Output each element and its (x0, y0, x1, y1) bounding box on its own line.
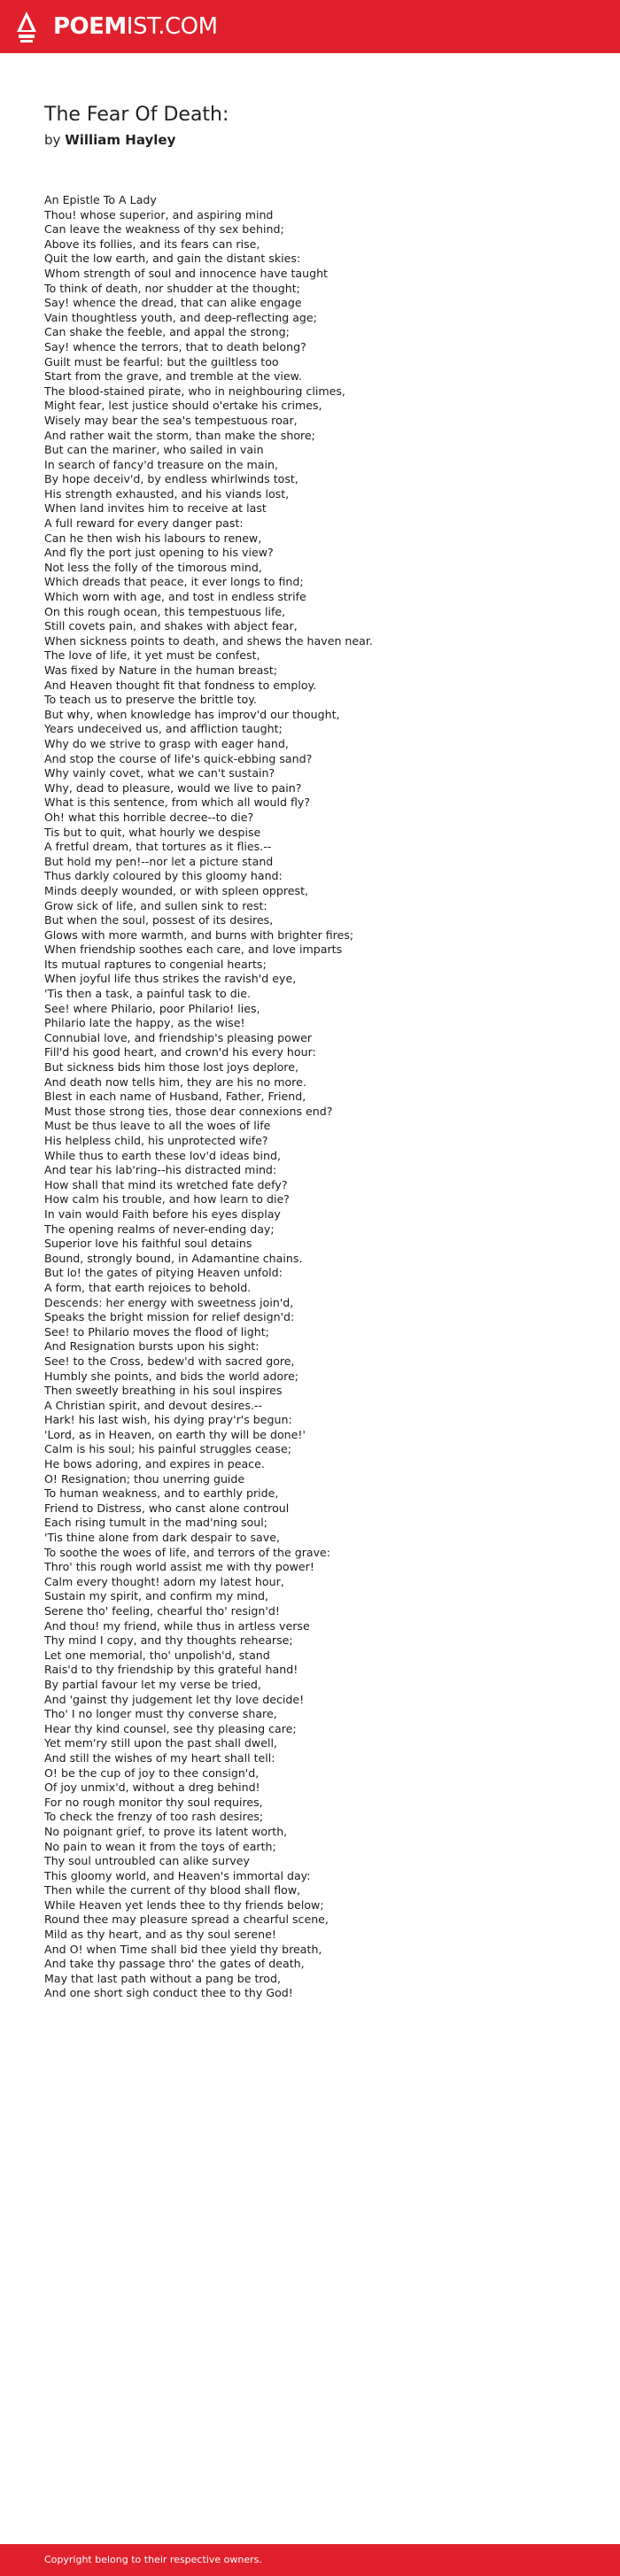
poem-line: Was fixed by Nature in the human breast; (44, 663, 278, 677)
poem-line: Yet mem'ry still upon the past shall dwell, (44, 1736, 277, 1750)
poem-line: Which worn with age, and tost in endless strife (44, 590, 306, 604)
author-name[interactable]: William Hayley (65, 132, 176, 148)
poem-line: And Resignation bursts upon his sight: (44, 1339, 260, 1354)
poem-line: The opening realms of never-ending day; (44, 1222, 275, 1236)
poem-line: Blest in each name of Husband, Father, Friend, (44, 1090, 306, 1104)
poem-line: Grow sick of life, and sullen sink to rest: (44, 898, 267, 912)
poem-line: Not less the folly of the timorous mind, (44, 560, 262, 574)
poem-line: Each rising tumult in the mad'ning soul; (44, 1516, 267, 1530)
poem-line: Then sweetly breathing in his soul inspires (44, 1384, 283, 1398)
poem-line: A form, that earth rejoices to behold. (44, 1280, 252, 1294)
logo-text-bold: POEM (53, 13, 127, 40)
poem-line: The love of life, it yet must be confest, (44, 648, 260, 663)
poem-line: Round thee may pleasure spread a chearful scene, (44, 1913, 329, 1927)
poem-line: Can shake the feeble, and appal the strong; (44, 325, 290, 339)
poem-line: Glows with more warmth, and burns with brighter fires; (44, 927, 354, 942)
poem-line: Thus darkly coloured by this gloomy hand: (44, 869, 283, 883)
poem-line: Oh! what this horrible decree--to die? (44, 810, 254, 824)
poem-line: What is this sentence, from which all would fly? (44, 795, 311, 810)
poem-line: Mild as thy heart, and as thy soul serene! (44, 1928, 276, 1942)
poem-line: Thy soul untroubled can alike survey (44, 1854, 250, 1868)
site-header (0, 0, 620, 53)
poem-line: Its mutual raptures to congenial hearts; (44, 957, 267, 971)
poem-line: Above its follies, and its fears can rise, (44, 237, 260, 251)
poem-line: Must be thus leave to all the woes of life (44, 1119, 271, 1133)
poem-line: Humbly she points, and bids the world adore; (44, 1369, 299, 1383)
poem-title: The Fear Of Death: (44, 104, 229, 126)
poem-line: Why, dead to pleasure, would we live to pain? (44, 780, 302, 795)
poem-line: No pain to wean it from the toys of earth; (44, 1839, 276, 1853)
poem-line: And tear his lab'ring--his distracted mind: (44, 1163, 277, 1177)
poem-line: This gloomy world, and Heaven's immortal day: (44, 1868, 311, 1882)
poem-line: But hold my pen!--nor let a picture stand (44, 854, 274, 868)
poem-line: 'Tis thine alone from dark despair to save, (44, 1531, 280, 1545)
poem-line: Then while the current of thy blood shall flow, (44, 1883, 301, 1897)
poem-line: His helpless child, his unprotected wife? (44, 1134, 268, 1147)
site-footer (0, 2544, 620, 2576)
poem-line: Which dreads that peace, it ever longs to find; (44, 575, 304, 589)
poem-line: On this rough ocean, this tempestuous life, (44, 604, 286, 618)
poem-line: O! be the cup of joy to thee consign'd, (44, 1765, 260, 1780)
poem-line: In vain would Faith before his eyes display (44, 1207, 281, 1221)
by-label: by (44, 132, 61, 148)
poem-line: Say! whence the terrors, that to death belong? (44, 339, 306, 353)
poem-line: Philario late the happy, as the wise! (44, 1016, 245, 1030)
poem-line: Why do we strive to grasp with eager hand, (44, 736, 289, 750)
poem-line: He bows adoring, and expires in peace. (44, 1457, 265, 1471)
poem-line: And fly the port just opening to his view? (44, 546, 274, 560)
poem-line: O! Resignation; thou unerring guide (44, 1471, 245, 1486)
poem-line: Fill'd his good heart, and crown'd his every hour: (44, 1045, 316, 1059)
poem-line: A full reward for every danger past: (44, 516, 244, 531)
poem-line: When sickness points to death, and shews the haven near. (44, 633, 373, 648)
poem-line: A Christian spirit, and devout desires.-- (44, 1398, 263, 1412)
poem-line: While Heaven yet lends thee to thy friends below; (44, 1897, 324, 1912)
poem-line: See! where Philario, poor Philario! lies, (44, 1001, 260, 1015)
poem-line: Let one memorial, tho' unpolish'd, stand (44, 1648, 270, 1662)
poem-line: And 'gainst thy judgement let thy love decide! (44, 1692, 305, 1706)
poem-line: Rais'd to thy friendship by this grateful hand! (44, 1663, 298, 1677)
poem-line: To soothe the woes of life, and terrors of the grave: (44, 1545, 331, 1559)
pen-nib-icon (16, 11, 37, 44)
poem-line: Must those strong ties, those dear connexions end? (44, 1104, 333, 1118)
poem-line: Why vainly covet, what we can't sustain? (44, 766, 275, 780)
poem-line: And rather wait the storm, than make the shore; (44, 428, 315, 442)
poem-line: An Epistle To A Lady (44, 193, 157, 206)
poem-line: A fretful dream, that tortures as it flies.-- (44, 840, 272, 854)
poem-line: Sustain my spirit, and confirm my mind, (44, 1589, 269, 1603)
poem-line: And Heaven thought fit that fondness to employ. (44, 678, 317, 692)
poem-line: Say! whence the dread, that can alike engage (44, 296, 302, 310)
poem-line: Whom strength of soul and innocence have taught (44, 266, 328, 280)
logo-text-light: IST.COM (126, 13, 218, 40)
copyright-text: Copyright belong to their respective owners. (44, 2554, 262, 2565)
poem-line: When joyful life thus strikes the ravish'd eye, (44, 972, 297, 986)
poem-line: His strength exhausted, and his viands lost, (44, 486, 290, 500)
poem-line: Start from the grave, and tremble at the view. (44, 369, 302, 384)
poem-line: And still the wishes of my heart shall tell: (44, 1750, 275, 1765)
poem-line: Connubial love, and friendship's pleasing power (44, 1030, 313, 1044)
site-logo[interactable] (53, 12, 218, 41)
poem-line: Of joy unmix'd, without a dreg behind! (44, 1781, 260, 1795)
poem-line: How calm his trouble, and how learn to die? (44, 1192, 290, 1207)
poem-line: But sickness bids him those lost joys deplore, (44, 1060, 298, 1075)
poem-line: Thy mind I copy, and thy thoughts rehearse; (44, 1633, 293, 1648)
poem-line: Superior love his faithful soul detains (44, 1237, 252, 1251)
byline (44, 131, 175, 149)
poem-line: Vain thoughtless youth, and deep-reflecting age; (44, 310, 317, 324)
poem-line: See! to the Cross, bedew'd with sacred gore, (44, 1354, 295, 1368)
poem-line: Quit the low earth, and gain the distant skies: (44, 252, 301, 266)
poem-line: To teach us to preserve the brittle toy. (44, 693, 257, 707)
poem-line: Tis but to quit, what hourly we despise (44, 825, 261, 839)
poem-line: In search of fancy'd treasure on the main, (44, 457, 278, 471)
poem-line: Still covets pain, and shakes with abject fear, (44, 619, 298, 633)
poem-line: Years undeceived us, and affliction taught; (44, 722, 283, 736)
poem-line: By partial favour let my verse be tried, (44, 1677, 261, 1691)
poem-line: Tho' I no longer must thy converse share, (44, 1707, 277, 1721)
poem-line: But lo! the gates of pitying Heaven unfold: (44, 1266, 283, 1280)
poem-line: Descends: her energy with sweetness join'd, (44, 1295, 294, 1309)
poem-line: By hope deceiv'd, by endless whirlwinds tost, (44, 472, 298, 486)
poem-line: Hark! his last wish, his dying pray'r's begun: (44, 1413, 292, 1427)
poem-line: No poignant grief, to prove its latent worth, (44, 1824, 288, 1838)
poem-line: To human weakness, and to earthly pride, (44, 1486, 279, 1501)
poem-line: Speaks the bright mission for relief design'd: (44, 1310, 295, 1324)
poem-line: How shall that mind its wretched fate defy? (44, 1177, 288, 1191)
poem-line: Thro' this rough world assist me with thy power! (44, 1560, 314, 1574)
poem-line: And stop the course of life's quick-ebbing sand? (44, 751, 313, 765)
poem-line: 'Lord, as in Heaven, on earth thy will be done!' (44, 1427, 306, 1441)
poem-line: But when the soul, possest of its desires, (44, 913, 274, 927)
poem-line: May that last path without a pang be trod, (44, 1971, 282, 1985)
poem-line: And thou! my friend, while thus in artless verse (44, 1618, 310, 1633)
poem-line: Serene tho' feeling, chearful tho' resign'd! (44, 1604, 280, 1618)
poem-line: Can leave the weakness of thy sex behind; (44, 222, 284, 237)
poem-line: Guilt must be fearful: but the guiltless too (44, 354, 279, 369)
poem-line: And O! when Time shall bid thee yield thy breath, (44, 1942, 322, 1956)
poem-line: Minds deeply wounded, or with spleen opprest, (44, 883, 309, 897)
poem-line: The blood-stained pirate, who in neighbouring climes, (44, 384, 345, 398)
poem-line: Hear thy kind counsel, see thy pleasing care; (44, 1721, 297, 1735)
poem-line: When land invites him to receive at last (44, 501, 267, 516)
poem-line: To check the frenzy of too rash desires; (44, 1810, 264, 1824)
poem-line: Friend to Distress, who canst alone controul (44, 1501, 290, 1515)
poem-line: But why, when knowledge has improv'd our thought, (44, 707, 340, 721)
poem-line: But can the mariner, who sailed in vain (44, 443, 264, 457)
poem-line: Calm every thought! adorn my latest hour, (44, 1574, 284, 1588)
poem-line: And take thy passage thro' the gates of death, (44, 1957, 305, 1971)
poem-line: Can he then wish his labours to renew, (44, 531, 262, 545)
poem-line: When friendship soothes each care, and love imparts (44, 943, 343, 957)
poem-line: While thus to earth these lov'd ideas bind, (44, 1148, 281, 1162)
poem-line: 'Tis then a task, a painful task to die. (44, 987, 251, 1001)
poem-line: Might fear, lest justice should o'ertake his crimes, (44, 399, 322, 413)
poem-body (44, 193, 593, 2001)
poem-line: Bound, strongly bound, in Adamantine chains. (44, 1251, 303, 1265)
poem-line: For no rough monitor thy soul requires, (44, 1795, 263, 1809)
poem-line: And one short sigh conduct thee to thy God! (44, 1986, 293, 2000)
poem-line: Thou! whose superior, and aspiring mind (44, 207, 274, 221)
poem-line: And death now tells him, they are his no more. (44, 1075, 306, 1089)
poem-line: Wisely may bear the sea's tempestuous roar, (44, 413, 298, 427)
poem-line: See! to Philario moves the flood of light; (44, 1324, 269, 1338)
poem-line: Calm is his soul; his painful struggles cease; (44, 1442, 291, 1456)
poem-line: To think of death, nor shudder at the thought; (44, 281, 300, 295)
